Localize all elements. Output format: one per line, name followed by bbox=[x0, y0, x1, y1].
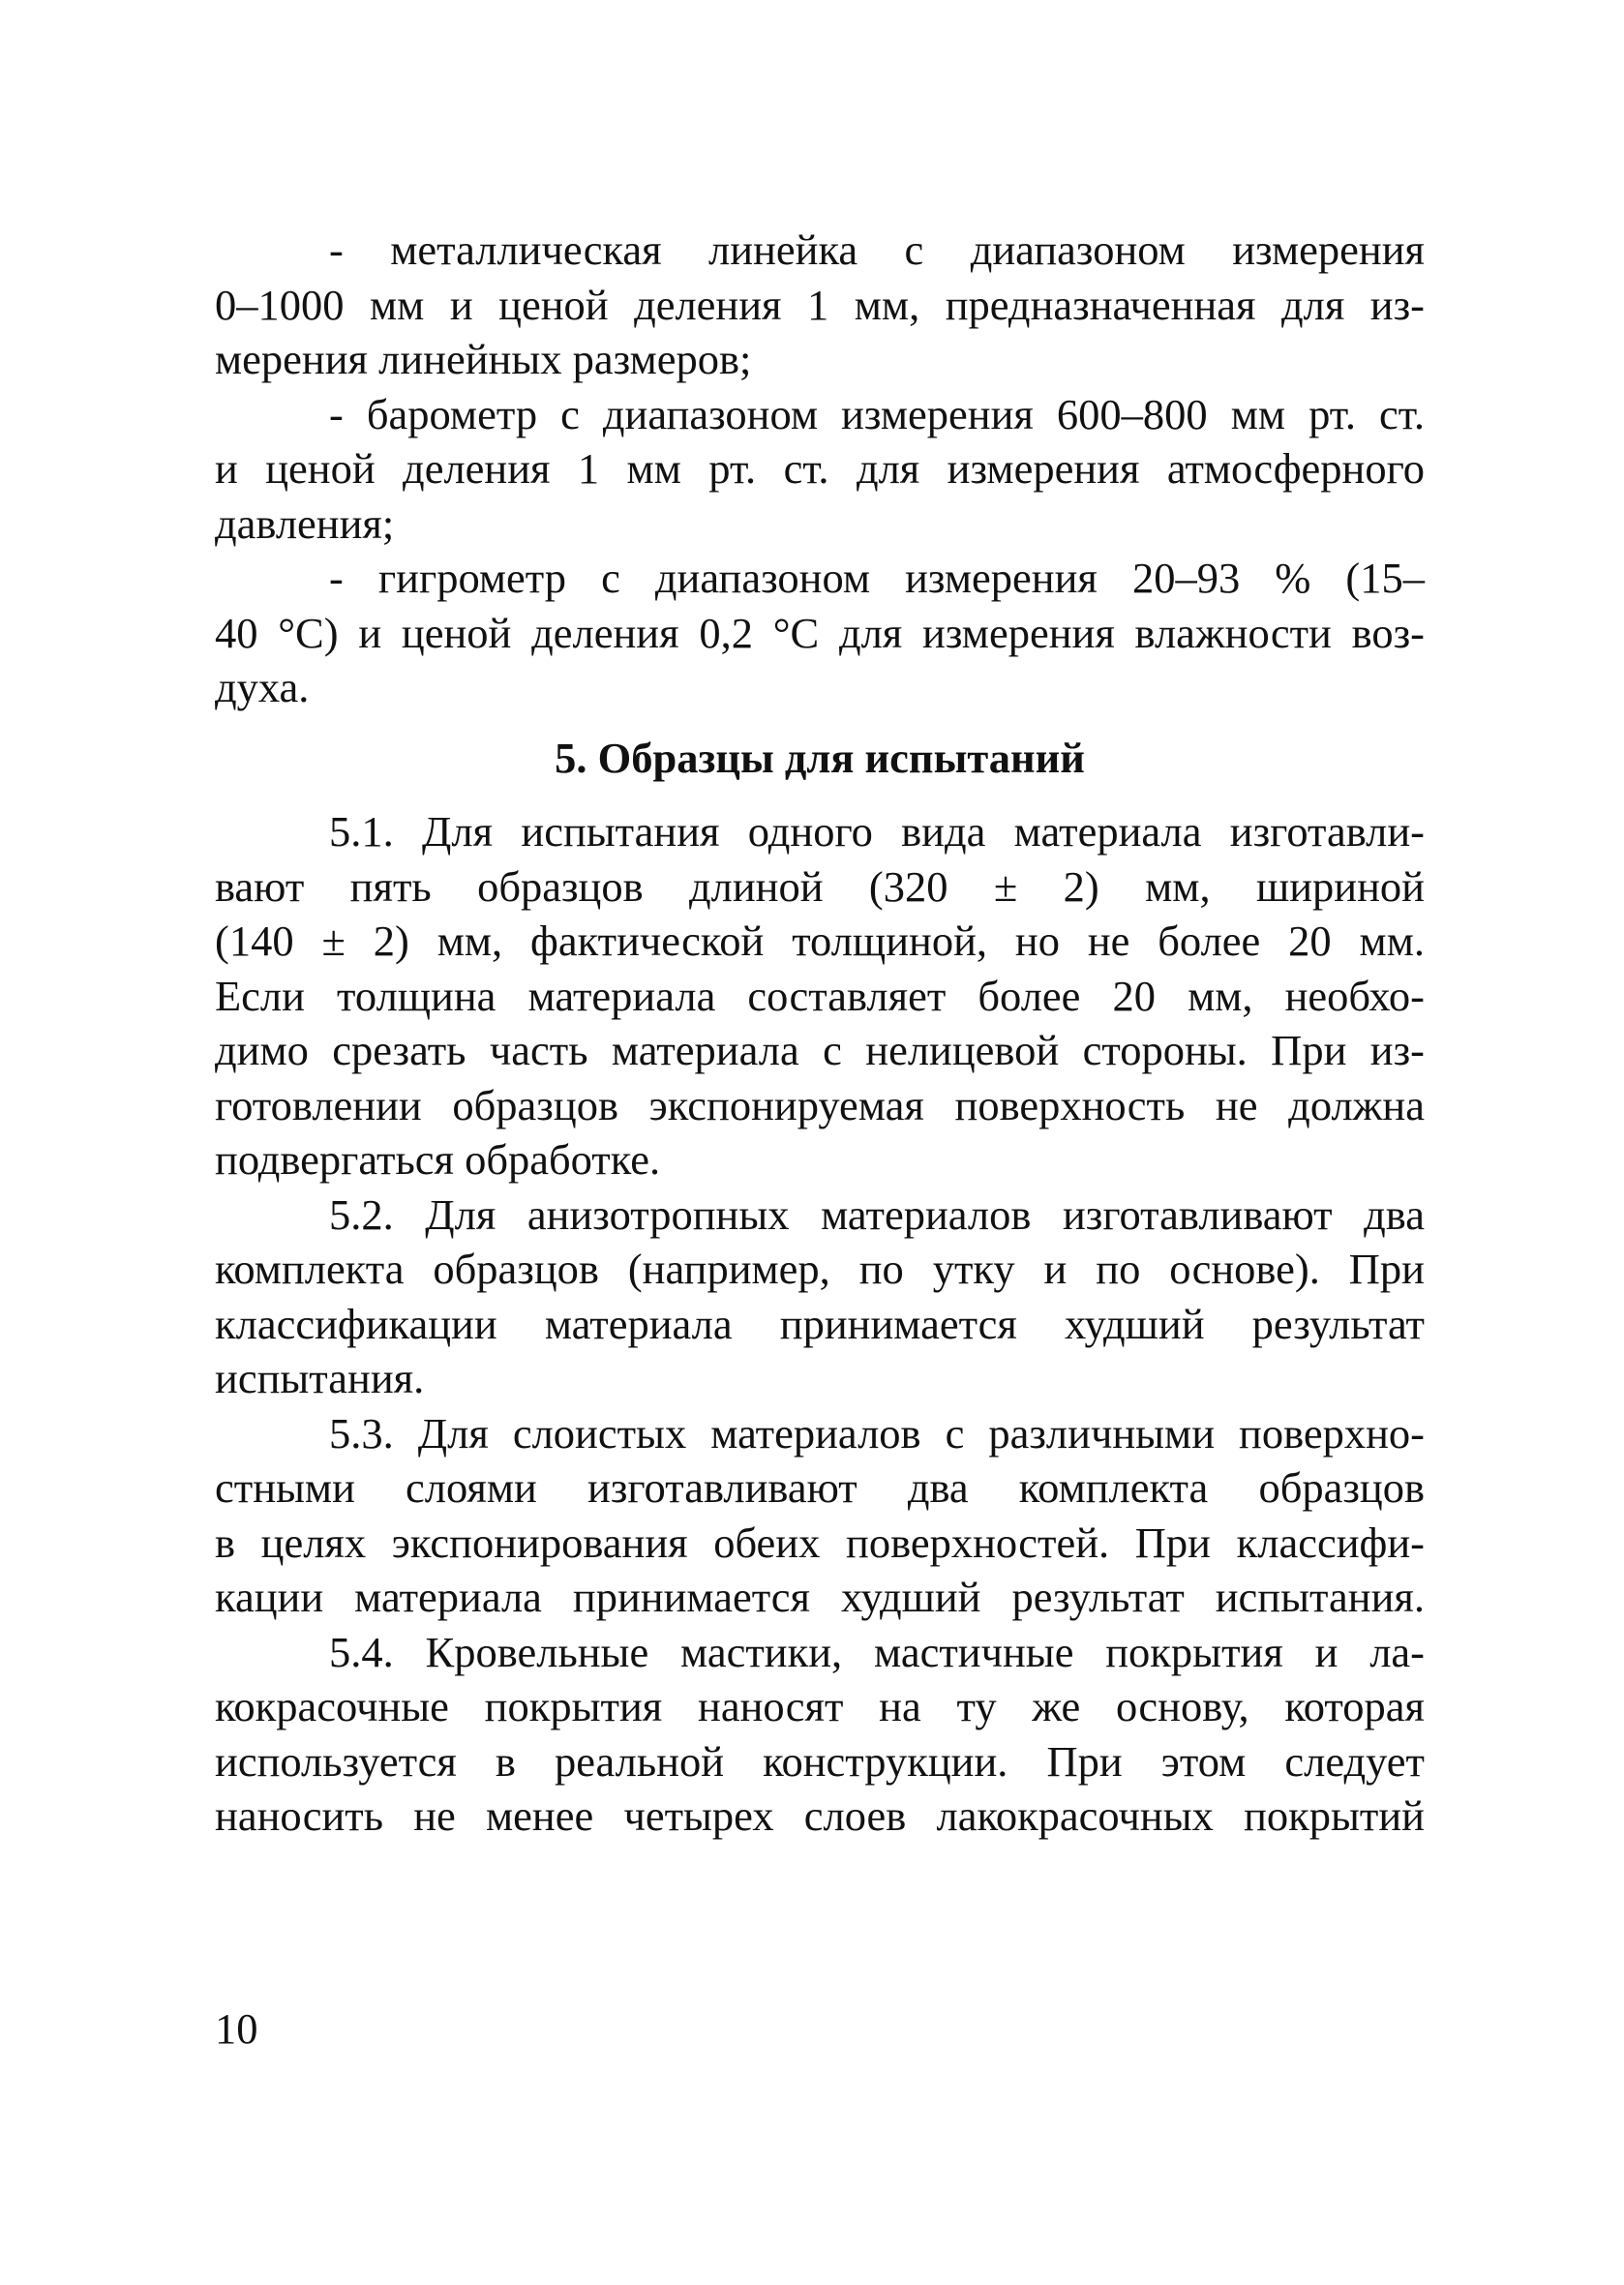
paragraph-5-1-line: 5.1. Для испытания одного вида материала изготавли- bbox=[329, 807, 1425, 856]
text-line: димо срезать часть материала с нелицевой стороны. При из- bbox=[215, 1026, 1425, 1074]
text-line: наносить не менее четырех слоев лакокрасочных покрытий bbox=[215, 1791, 1425, 1840]
text-line: комплекта образцов (например, по утку и по основе). При bbox=[215, 1245, 1425, 1293]
text-line: готовлении образцов экспонируемая поверхность не должна bbox=[215, 1080, 1425, 1129]
text-line: кации материала принимается худший результат испытания. bbox=[215, 1573, 1425, 1621]
list-item-ruler: - металлическая линейка с диапазоном измерения bbox=[329, 225, 1425, 274]
text-line: духа. bbox=[215, 663, 310, 711]
text-line: испытания. bbox=[215, 1354, 425, 1402]
text-line: в целях экспонирования обеих поверхностей. При классифи- bbox=[215, 1518, 1425, 1567]
text-line: используется в реальной конструкции. При этом следует bbox=[215, 1736, 1425, 1786]
paragraph-5-4-line: 5.4. Кровельные мастики, мастичные покрытия и ла- bbox=[329, 1627, 1425, 1676]
paragraph-5-3-line: 5.3. Для слоистых материалов с различными поверхно- bbox=[329, 1408, 1425, 1458]
text-line: вают пять образцов длиной (320 ± 2) мм, шириной bbox=[215, 861, 1425, 911]
list-item-barometer: - барометр с диапазоном измерения 600–800 мм рт. ст. bbox=[329, 389, 1425, 438]
text-line: классификации материала принимается худший результат bbox=[215, 1299, 1425, 1348]
paragraph-5-2-line: 5.2. Для анизотропных материалов изготавливают два bbox=[329, 1189, 1425, 1239]
document-body bbox=[215, 223, 1425, 1844]
section-heading: 5. Образцы для испытаний bbox=[555, 733, 1085, 782]
text-line: кокрасочные покрытия наносят на ту же основу, которая bbox=[215, 1682, 1425, 1730]
text-line: Если толщина материала составляет более 20 мм, необхо- bbox=[215, 971, 1425, 1020]
text-line: давления; bbox=[215, 498, 395, 548]
text-line: стными слоями изготавливают два комплекта образцов bbox=[215, 1463, 1425, 1512]
text-line: 40 °С) и ценой деления 0,2 °С для измерения влажности воз- bbox=[215, 608, 1425, 657]
text-line: (140 ± 2) мм, фактической толщиной, но не более 20 мм. bbox=[215, 917, 1425, 965]
text-line: мерения линейных размеров; bbox=[215, 335, 752, 383]
page-number: 10 bbox=[215, 2004, 258, 2053]
text-line: и ценой деления 1 мм рт. ст. для измерения атмосферного bbox=[215, 444, 1425, 493]
list-item-hygrometer: - гигрометр с диапазоном измерения 20–93 % (15– bbox=[329, 554, 1425, 602]
text-line: подвергаться обработке. bbox=[215, 1135, 661, 1184]
text-line: 0–1000 мм и ценой деления 1 мм, предназначенная для из- bbox=[215, 280, 1425, 329]
